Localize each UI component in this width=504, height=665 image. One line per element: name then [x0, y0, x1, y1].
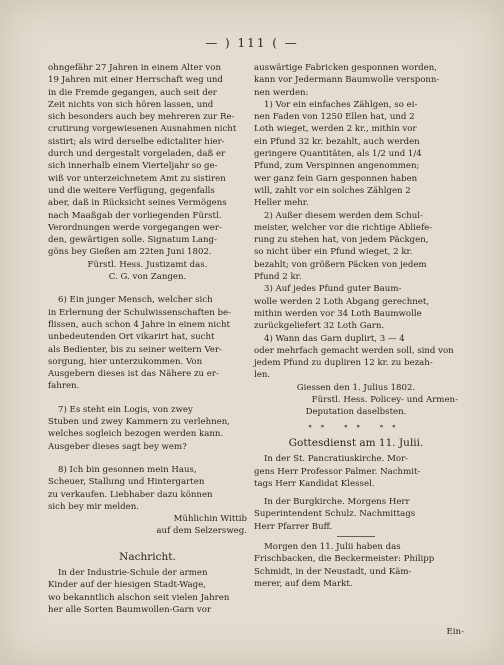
text-line: Herr Pfarrer Buff.	[254, 521, 333, 532]
spacer	[48, 283, 247, 294]
text-line: Superintendent Schulz. Nachmittags	[254, 509, 416, 520]
text-line: ohngefähr 27 Jahren in einem Alter von	[48, 63, 221, 73]
text-line: will, zahlt vor ein solches Zählgen 2	[254, 185, 411, 196]
text-line: her alle Sorten Baumwollen-Garn vor	[48, 604, 212, 615]
text-line: Mühlichin Wittib	[173, 514, 247, 525]
ornament-divider: ∘∘ ∘∘ ∘∘	[307, 421, 405, 432]
text-line: den, gewärtigen solle. Signatum Lang-	[48, 235, 217, 246]
catchword: Ein-	[446, 627, 464, 637]
text-line: göns bey Gießen am 22ten Juni 1802.	[48, 247, 212, 258]
text-line: len.	[254, 370, 271, 381]
text-line: Ausgeber dieses sagt bey wem?	[48, 441, 187, 452]
text-line: 4) Wann das Garn duplirt, 3 — 4	[264, 333, 405, 344]
text-line: rung zu stehen hat, von jedem Päckgen,	[254, 235, 429, 246]
text-line: bezahlt; von größern Päcken von jedem	[254, 259, 427, 270]
text-line: in die Fremde gegangen, auch seit der	[48, 87, 217, 98]
text-line: 2) Außer diesem werden dem Schul-	[264, 210, 423, 221]
text-line: und die weitere Verfügung, gegenfalls	[48, 185, 215, 196]
text-line: gens Herr Professor Palmer. Nachmit-	[254, 466, 421, 477]
text-line: Heller mehr.	[254, 198, 309, 209]
text-line: 3) Auf jedes Pfund guter Baum-	[264, 284, 402, 295]
text-line: unbedeutenden Ort vikarirt hat, sucht	[48, 332, 215, 343]
text-line: Frischbacken, die Beckermeister: Philipp	[254, 554, 435, 565]
text-line: als Bedienter, bis zu seiner weitern Ver-	[48, 344, 222, 355]
page-number: — ) 111 ( —	[205, 36, 299, 50]
text-line: mithin werden vor 34 Loth Baumwolle	[254, 308, 422, 319]
text-line: ein Pfund 32 kr. bezahlt, auch werden	[254, 136, 420, 147]
text-line: 8) Ich bin gesonnen mein Haus,	[58, 464, 197, 475]
text-line: Deputation daselbsten.	[305, 407, 407, 418]
text-line: sich bey mir melden.	[48, 501, 139, 512]
text-line: In der Burgkirche. Morgens Herr	[264, 497, 410, 508]
text-line: Verordnungen werde vorgegangen wer-	[48, 222, 222, 233]
text-line: tags Herr Kandidat Klessel.	[254, 478, 375, 489]
text-line: Loth wieget, werden 2 kr., mithin vor	[254, 124, 417, 135]
text-line: zurückgeliefert 32 Loth Garn.	[254, 321, 385, 332]
text-line: 19 Jahren mit einer Herrschaft weg und	[48, 75, 223, 86]
text-line: Kinder auf der hiesigen Stadt-Wage,	[48, 580, 206, 591]
text-line: fahren.	[48, 381, 80, 392]
text-line: C. G. von Zangen.	[108, 272, 187, 283]
divider-rule	[337, 536, 375, 537]
text-line: nen Faden von 1250 Ellen hat, und 2	[254, 112, 415, 123]
text-line: merer, auf dem Markt.	[254, 578, 353, 589]
text-line: crutirung vorgewiesenen Ausnahmen nicht	[48, 124, 237, 135]
text-line: aber, daß in Rücksicht seines Vermögens	[48, 198, 227, 209]
spacer	[48, 393, 247, 404]
spacer	[48, 538, 247, 549]
text-line: Pfund, zum Verspinnen angenommen;	[254, 161, 420, 172]
text-line: Zeit nichts von sich hören lassen, und	[48, 99, 214, 110]
text-line: In der Industrie-Schule der armen	[58, 567, 208, 578]
text-line: nen werden:	[254, 87, 309, 98]
text-line: zu verkaufen. Liebhaber dazu können	[48, 489, 213, 500]
text-line: auf dem Selzersweg.	[156, 526, 247, 537]
spacer	[48, 453, 247, 464]
text-line: auswärtige Fabricken gesponnen worden,	[254, 63, 437, 73]
text-line: sich innerhalb einem Vierteljahr so ge-	[48, 161, 218, 172]
text-line: 1) Vor ein einfaches Zählgen, so ei-	[264, 99, 418, 110]
text-line: Stuben und zwey Kammern zu verlehnen,	[48, 417, 230, 428]
text-line: Giessen den 1. Julius 1802.	[296, 382, 416, 393]
text-line: Ausgebern dieses ist das Nähere zu er-	[48, 369, 219, 380]
text-line: wiß vor unterzeichnetem Amt zu sistiren	[48, 173, 226, 184]
text-line: meister, welcher vor die richtige Abliefe-	[254, 222, 433, 233]
text-line: wer ganz fein Garn gesponnen haben	[254, 173, 418, 184]
text-line: kann vor Jedermann Baumwolle versponn-	[254, 75, 440, 86]
text-line: geringere Quantitäten, als 1/2 und 1/4	[254, 149, 422, 160]
text-line: sorgung, hier unterzukommen. Von	[48, 356, 203, 367]
right-column	[254, 62, 458, 590]
text-line: nach Maaßgab der vorliegenden Fürstl.	[48, 210, 222, 221]
text-line: Scheuer, Stallung und Hintergarten	[48, 477, 205, 488]
section-heading: Gottesdienst am 11. Julii.	[288, 436, 424, 449]
text-line: sich besonders auch bey mehreren zur Re-	[48, 112, 235, 123]
text-line: in Erlernung der Schulwissenschaften be-	[48, 307, 232, 318]
section-heading: Nachricht.	[119, 550, 176, 563]
text-line: Fürstl. Hess. Policey- und Armen-	[311, 395, 458, 406]
text-line: so nicht über ein Pfund wieget, 2 kr.	[254, 247, 413, 258]
text-line: 7) Es steht ein Logis, von zwey	[58, 404, 193, 415]
text-line: In der St. Pancratiuskirche. Mor-	[264, 454, 409, 465]
text-line: welches sogleich bezogen werden kann.	[48, 429, 224, 440]
text-line: 6) Ein junger Mensch, welcher sich	[58, 295, 213, 306]
text-line: flissen, auch schon 4 Jahre in einem nicht	[48, 319, 230, 330]
text-line: jedem Pfund zu dupliren 12 kr. zu bezah-	[254, 358, 433, 369]
text-line: Fürstl. Hess. Justizamt das.	[87, 259, 208, 270]
text-line: wolle werden 2 Loth Abgang gerechnet,	[254, 296, 430, 307]
text-line: wo bekanntlich alschon seit vielen Jahren	[48, 592, 230, 603]
text-line: durch und dergestalt vorgeladen, daß er	[48, 149, 226, 160]
left-column	[48, 62, 247, 616]
text-line: oder mehrfach gemacht werden soll, sind von	[254, 345, 454, 356]
text-line: Morgen den 11. Julii haben das	[264, 541, 401, 552]
text-line: Pfund 2 kr.	[254, 272, 302, 283]
text-line: Schmidt, in der Neustadt, und Käm-	[254, 566, 412, 577]
text-line: sistirt; als wird derselbe edictaliter hier-	[48, 136, 225, 147]
